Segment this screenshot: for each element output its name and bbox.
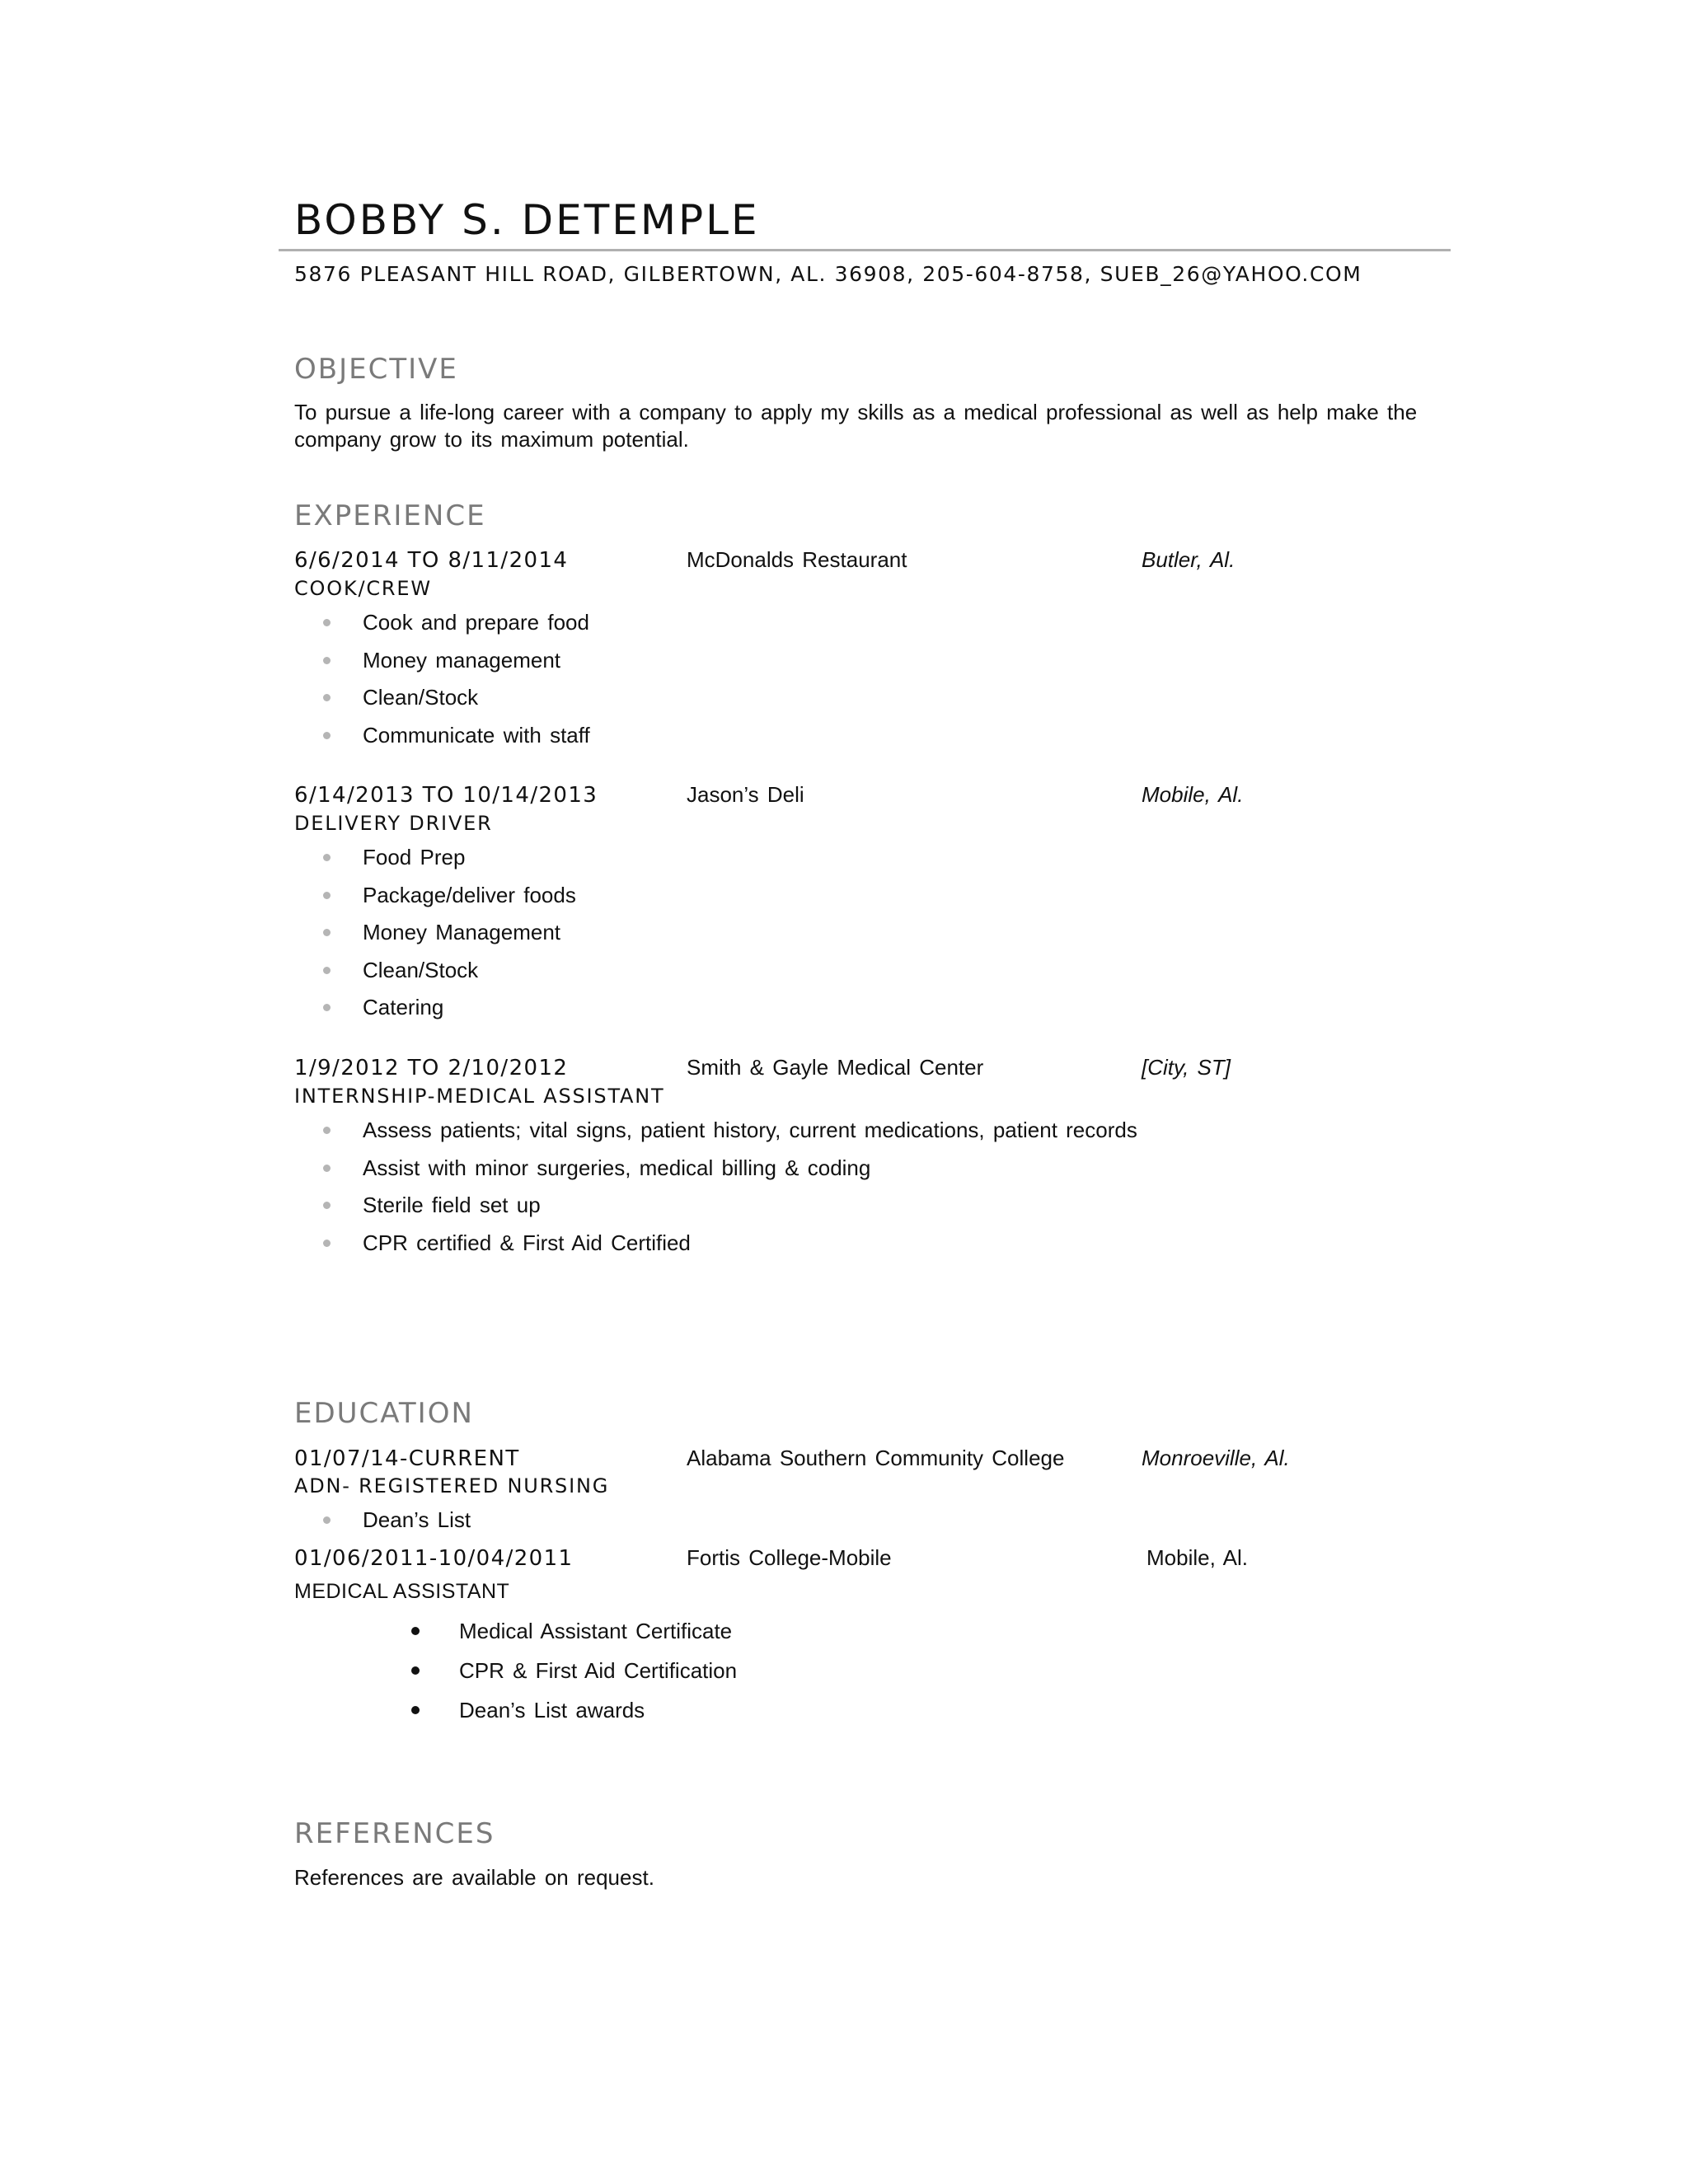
job-location: Butler, Al. xyxy=(1142,547,1236,572)
bullet-icon xyxy=(323,892,331,899)
job-dates: 6/6/2014 TO 8/11/2014 xyxy=(294,548,569,573)
bullet-icon xyxy=(323,1516,331,1524)
job-dates: 6/14/2013 TO 10/14/2013 xyxy=(294,783,598,808)
bullet-icon xyxy=(323,1240,331,1247)
bullet-icon xyxy=(323,657,331,664)
job-title: COOK/CREW xyxy=(294,577,432,600)
references-heading: REFERENCES xyxy=(294,1817,495,1850)
bullet-icon xyxy=(323,619,331,626)
bullet-icon xyxy=(411,1706,420,1714)
job-org: McDonalds Restaurant xyxy=(687,547,907,572)
bullet-icon xyxy=(411,1666,420,1675)
bullet-icon xyxy=(323,1127,331,1134)
objective-heading: OBJECTIVE xyxy=(294,353,458,386)
job-title: DELIVERY DRIVER xyxy=(294,812,493,835)
bullet-icon xyxy=(323,854,331,861)
school-dates: 01/06/2011-10/04/2011 xyxy=(294,1546,574,1571)
school-program: MEDICAL ASSISTANT xyxy=(294,1580,510,1603)
job-org: Smith & Gayle Medical Center xyxy=(687,1055,984,1080)
bullet-icon xyxy=(323,929,331,936)
bullet-icon xyxy=(323,694,331,701)
school-location: Monroeville, Al. xyxy=(1142,1446,1290,1470)
resume-page: BOBBY S. DETEMPLE 5876 PLEASANT HILL ROAD, GILBERTOWN, AL. 36908, 205-604-8758, SUEB_26@YAHOO.COM OBJECTIVE To pursue a life-long career with a company to apply my skills as a medical professional as well as help make the company grow to its maximum potential. EXPERIENCE 6/6/2014 TO 8/11/2014 McDonalds Restaurant Butler, Al. COOK/CREW Cook and prepare food Money management Clean/Stock Communicate with staff 6/14/2013 TO 10/14/2013 Jason’s Deli Mobile, Al. DELIVERY DRIVER Food Prep Package/deliver foods Money Management Clean/Stock Catering 1/9/2012 TO 2/10/2012 Smith & Gayle Medical Center [City, ST] INTERNSHIP-MEDICAL ASSISTANT Assess patients; vital signs, patient history, current medications, patient records Assist with minor surgeries, medical billing & coding Sterile field set up CPR certified & First Aid Certified EDUCATION 01/07/14-CURRENT Alabama Southern Community College Monroeville, Al. ADN- REGISTERED NURSING Dean’s List 01/06/2011-10/04/2011 Fortis College-Mobile Mobile, Al. MEDICAL ASSISTANT Medical Assistant Certificate CPR & First Aid Certification Dean’s List awards REFERENCES References are available on request. xyxy=(0,0,1688,2184)
job-location: [City, ST] xyxy=(1142,1055,1231,1080)
bullet-icon xyxy=(323,1004,331,1011)
bullet-icon xyxy=(323,732,331,739)
education-heading: EDUCATION xyxy=(294,1397,474,1430)
school-name: Fortis College-Mobile xyxy=(687,1545,892,1570)
school-dates: 01/07/14-CURRENT xyxy=(294,1446,520,1471)
school-name: Alabama Southern Community College xyxy=(687,1446,1065,1470)
bullet-icon xyxy=(323,1202,331,1209)
job-dates: 1/9/2012 TO 2/10/2012 xyxy=(294,1056,569,1080)
job-location: Mobile, Al. xyxy=(1142,782,1244,807)
experience-heading: EXPERIENCE xyxy=(294,499,486,532)
job-title: INTERNSHIP-MEDICAL ASSISTANT xyxy=(294,1085,665,1108)
bullet-icon xyxy=(323,1165,331,1172)
objective-text: To pursue a life-long career with a company to apply my skills as a medical professional as well as help make the company grow to its maximum potential. xyxy=(294,400,1418,452)
contact-line: 5876 PLEASANT HILL ROAD, GILBERTOWN, AL. 36908, 205-604-8758, SUEB_26@YAHOO.COM xyxy=(294,262,1362,286)
job-org: Jason’s Deli xyxy=(687,782,804,807)
header-divider xyxy=(279,249,1451,251)
school-program: ADN- REGISTERED NURSING xyxy=(294,1474,610,1497)
bullet-icon xyxy=(323,967,331,974)
school-location: Mobile, Al. xyxy=(1146,1545,1248,1570)
candidate-name: BOBBY S. DETEMPLE xyxy=(294,196,760,244)
references-text: References are available on request. xyxy=(294,1865,654,1890)
bullet-icon xyxy=(411,1627,420,1635)
